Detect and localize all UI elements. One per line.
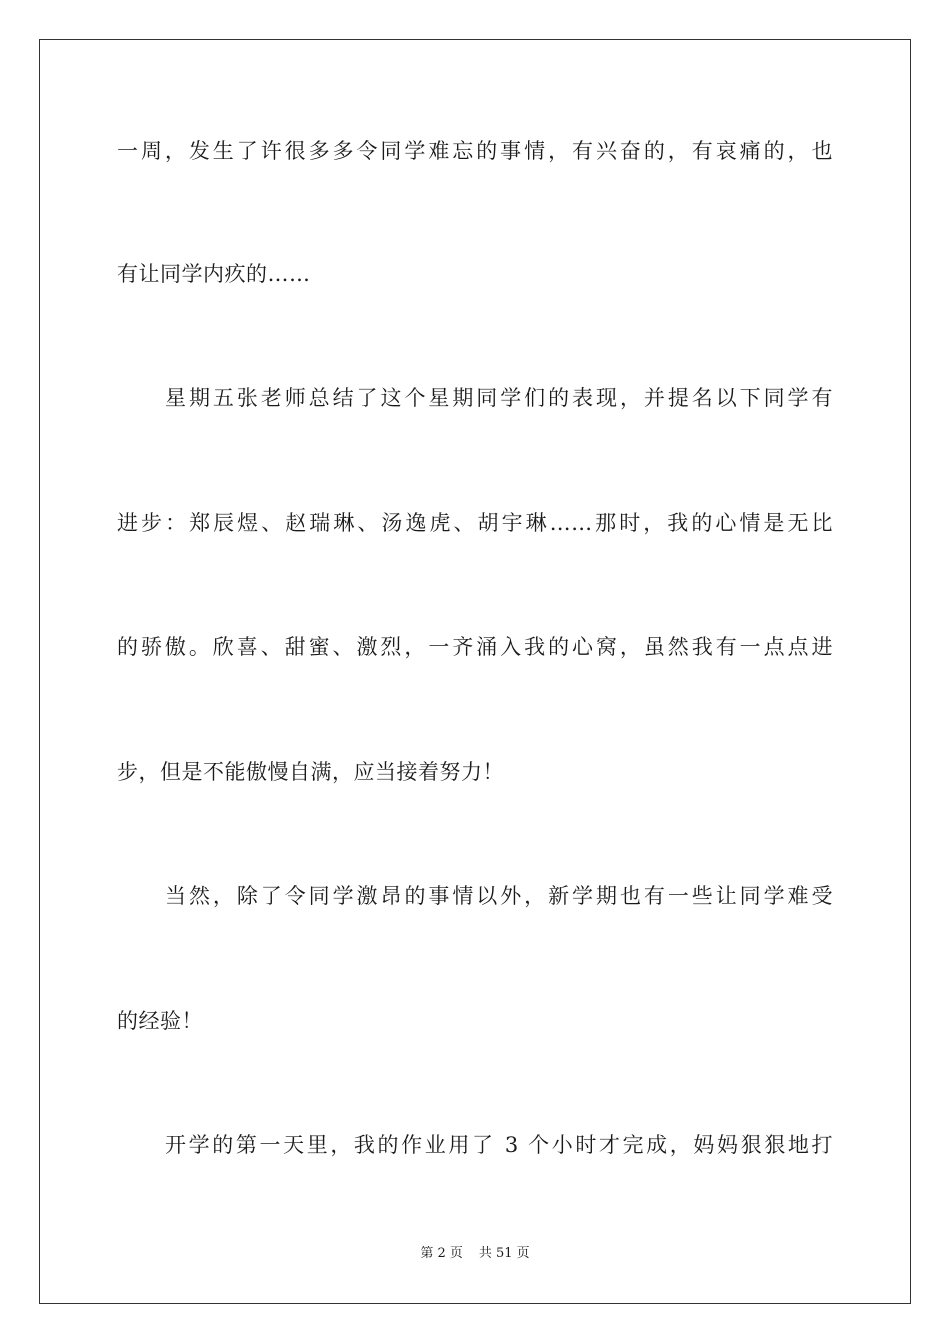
text-line: 步，但是不能傲慢自满，应当接着努力！ xyxy=(117,760,504,784)
text-line: 有让同学内疚的…… xyxy=(117,262,311,286)
text-line: 的经验！ xyxy=(117,1009,203,1033)
paragraph-start-line: 星期五张老师总结了这个星期同学们的表现，并提名以下同学有 xyxy=(165,386,833,410)
text-line: 一周，发生了许很多多令同学难忘的事情，有兴奋的，有哀痛的，也 xyxy=(117,139,833,163)
text-line: 的骄傲。欣喜、甜蜜、激烈，一齐涌入我的心窝，虽然我有一点点进 xyxy=(117,635,833,659)
page-number: 第 2 页 xyxy=(420,1246,463,1261)
paragraph-start-line: 当然，除了令同学激昂的事情以外，新学期也有一些让同学难受 xyxy=(165,884,833,908)
text-line: 进步：郑辰煜、赵瑞琳、汤逸虎、胡宇琳……那时，我的心情是无比 xyxy=(117,511,833,535)
page-border xyxy=(39,39,911,1304)
page-footer xyxy=(0,1245,950,1263)
page-total: 共 51 页 xyxy=(478,1246,530,1261)
paragraph-start-line: 开学的第一天里，我的作业用了 3 个小时才完成，妈妈狠狠地打 xyxy=(165,1133,833,1157)
